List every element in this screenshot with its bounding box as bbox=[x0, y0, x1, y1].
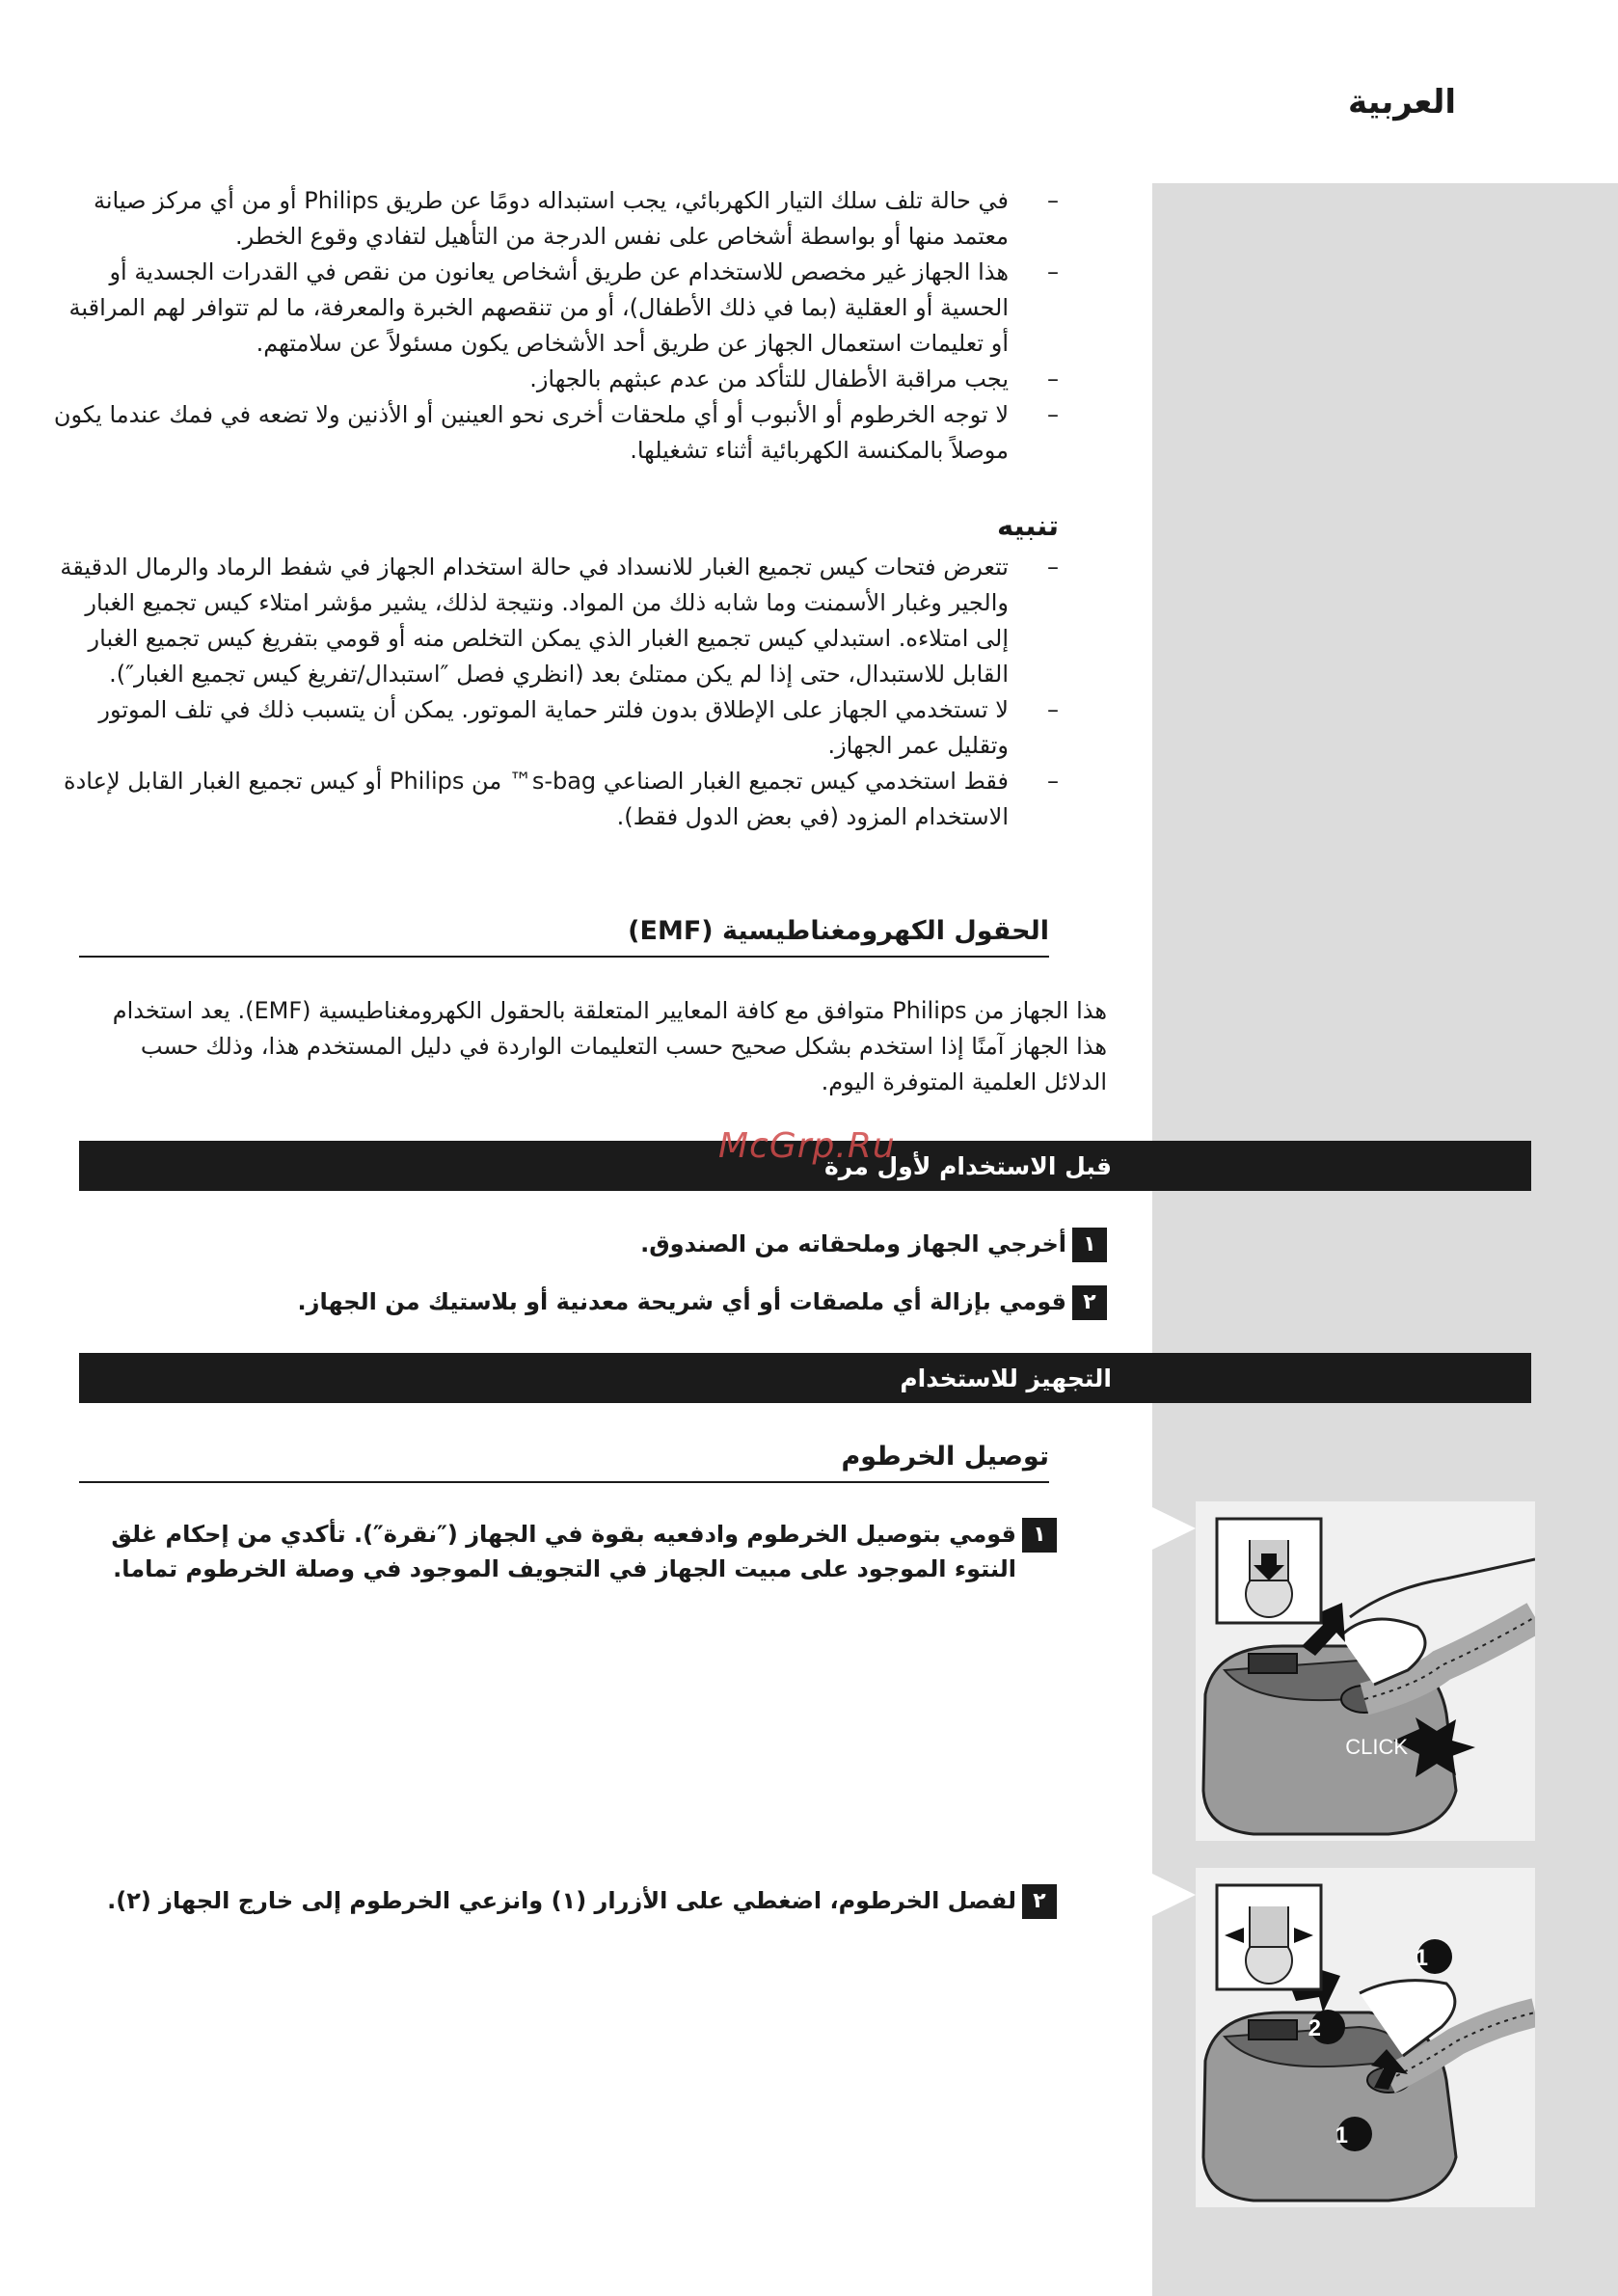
emf-paragraph: هذا الجهاز من Philips متوافق مع كافة المعايير المتعلقة بالحقول الكهرومغناطيسية (EMF). يعد استخدام هذا الجهاز آمنًا إذا استخدم بشكل صحيح حسب التعليمات الواردة في دليل المستخدم هذا، وذلك حسب الدلائل العلمية المتوفرة اليوم. bbox=[112, 997, 1107, 1095]
step-text: أخرجي الجهاز وملحقاته من الصندوق. bbox=[640, 1230, 1066, 1257]
step-text: قومي بإزالة أي ملصقات أو أي شريحة معدنية أو بلاستيك من الجهاز. bbox=[297, 1288, 1066, 1315]
hose-disconnect-illustration bbox=[1196, 1868, 1535, 2207]
hose-step-1 bbox=[44, 1517, 1057, 1586]
warning-item: – هذا الجهاز غير مخصص للاستخدام عن طريق أشخاص يعانون من نقص في القدرات الجسدية أو الحسية أو العقلية (بما في ذلك الأطفال)، أو من تنقصهم الخبرة والمعرفة، ما لم تتوافر لهم المراقبة أو تعليمات استعمال الجهاز عن طريق أحد الأشخاص يكون مسئولاً عن سلامتهم. bbox=[46, 255, 1059, 362]
connecting-hose-title bbox=[79, 1442, 1049, 1483]
preparing-band bbox=[79, 1353, 1531, 1403]
warning-item: – في حالة تلف سلك التيار الكهربائي، يجب استبداله دومًا عن طريق Philips أو من أي مركز صيانة معتمد منها أو بواسطة أشخاص على نفس الدرجة من التأهيل لتفادي وقوع الخطر. bbox=[46, 183, 1059, 255]
step-number: ١ bbox=[1022, 1518, 1057, 1553]
warning-item: – لا توجه الخرطوم أو الأنبوب أو أي ملحقات أخرى نحو العينين أو الأذنين ولا تضعه في فمك عندما يكون موصلاً بالمكنسة الكهربائية أثناء تشغيلها. bbox=[46, 397, 1059, 469]
click-label: CLICK bbox=[1345, 1735, 1408, 1759]
caution-item: – تتعرض فتحات كيس تجميع الغبار للانسداد في حالة استخدام الجهاز في شفط الرماد والرمال الدقيقة والجير وغبار الأسمنت وما شابه ذلك من المواد. ونتيجة لذلك، يشير مؤشر امتلاء كيس تجميع الغبار إلى امتلاءه. استبدلي كيس تجميع الغبار الذي يمكن التخلص منه أو قومي بتفريغ كيس تجميع الغبار القابل للاستبدال، حتى إذا لم يكن ممتلئ بعد (انظري فصل ″استبدال/تفريغ كيس تجميع الغبار″). bbox=[46, 550, 1059, 692]
caution-item: – لا تستخدمي الجهاز على الإطلاق بدون فلتر حماية الموتور. يمكن أن يتسبب ذلك في تلف الموتور وتقليل عمر الجهاز. bbox=[46, 692, 1059, 764]
first-use-step-1 bbox=[46, 1227, 1107, 1262]
step-number: ٢ bbox=[1022, 1884, 1057, 1919]
connecting-hose-title-text: توصيل الخرطوم bbox=[841, 1442, 1049, 1472]
hose-step-2 bbox=[44, 1883, 1057, 1919]
warning-item: – يجب مراقبة الأطفال للتأكد من عدم عبثهم بالجهاز. bbox=[46, 362, 1059, 397]
figure-pointer bbox=[1152, 1874, 1196, 1916]
hose-connect-illustration bbox=[1196, 1501, 1535, 1841]
step-number: ٢ bbox=[1072, 1285, 1107, 1320]
marker-2: 2 bbox=[1308, 2015, 1321, 2041]
figure-hose-connect bbox=[1196, 1501, 1535, 1841]
emf-title-text: الحقول الكهرومغناطيسية (EMF) bbox=[628, 916, 1049, 946]
language-header: العربية bbox=[1347, 83, 1456, 122]
step-text: قومي بتوصيل الخرطوم وادفعيه بقوة في الجهاز (″نقرة″). تأكدي من إحكام غلق النتوء الموجود على مبيت الجهاز في التجويف الموجود في وصلة الخرطوم تماما. bbox=[111, 1521, 1016, 1582]
emf-section-title bbox=[79, 916, 1049, 958]
figure-pointer bbox=[1152, 1507, 1196, 1550]
preparing-title: التجهيز للاستخدام bbox=[900, 1364, 1112, 1392]
watermark: McGrp.Ru bbox=[718, 1126, 896, 1166]
before-first-use-title: قبل الاستخدام لأول مرة bbox=[824, 1152, 1112, 1180]
marker-1-bottom: 1 bbox=[1335, 2122, 1348, 2148]
caution-title: تنبيه bbox=[997, 509, 1059, 542]
step-text: لفصل الخرطوم، اضغطي على الأزرار (١) وانزعي الخرطوم إلى خارج الجهاز (٢). bbox=[107, 1887, 1016, 1914]
marker-1-top: 1 bbox=[1415, 1945, 1428, 1971]
caution-list bbox=[46, 550, 1059, 835]
caution-item: – فقط استخدمي كيس تجميع الغبار الصناعي s-bag™ من Philips أو كيس تجميع الغبار القابل لإعادة الاستخدام المزود (في بعض الدول فقط). bbox=[46, 764, 1059, 835]
warnings-list bbox=[46, 183, 1059, 469]
step-number: ١ bbox=[1072, 1228, 1107, 1262]
first-use-step-2 bbox=[46, 1284, 1107, 1320]
figure-hose-disconnect bbox=[1196, 1868, 1535, 2207]
